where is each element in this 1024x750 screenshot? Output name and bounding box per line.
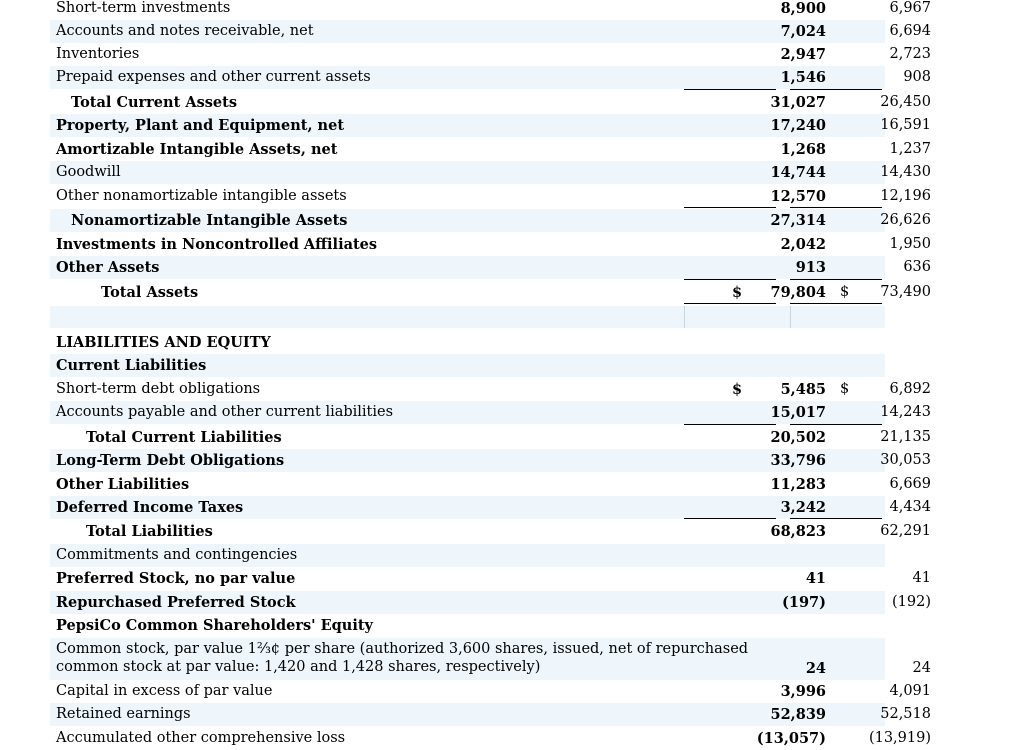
current-year-value: 1,546 — [780, 69, 826, 86]
current-year-value: 12,570 — [770, 188, 826, 205]
row-label: Other Assets — [56, 259, 160, 276]
row-label: Amortizable Intangible Assets, net — [56, 141, 338, 158]
prior-year-value: 1,950 — [889, 236, 931, 252]
prior-year-value: 24 — [912, 660, 931, 676]
current-year-value: 17,240 — [770, 117, 826, 134]
prior-year-value: 52,518 — [880, 706, 931, 722]
row-label: Deferred Income Taxes — [56, 499, 244, 516]
current-year-value: 14,744 — [770, 164, 826, 181]
prior-year-value: 14,243 — [880, 404, 931, 420]
current-year-value: 2,042 — [780, 236, 826, 253]
row-label: Goodwill — [56, 164, 121, 180]
subtotal-rule — [790, 518, 882, 519]
row-label: Nonamortizable Intangible Assets — [71, 212, 348, 229]
prior-year-value: 6,694 — [889, 23, 931, 39]
currency-symbol: $ — [732, 381, 743, 398]
spacer-band — [50, 306, 885, 328]
row-label: Short-term debt obligations — [56, 381, 261, 397]
row-label: Accounts payable and other current liabilities — [56, 404, 394, 420]
subtotal-rule — [684, 424, 776, 425]
row-label: Prepaid expenses and other current assets — [56, 69, 371, 85]
prior-year-value: 6,669 — [889, 476, 931, 492]
table-row — [50, 544, 885, 567]
prior-year-value: 2,723 — [889, 46, 931, 62]
prior-year-value: 4,091 — [889, 683, 931, 699]
subtotal-rule — [684, 207, 776, 208]
current-year-value: 3,996 — [780, 683, 826, 700]
row-label: Commitments and contingencies — [56, 547, 298, 563]
row-label: Total Current Assets — [71, 94, 237, 111]
table-row — [50, 680, 931, 703]
table-row — [50, 727, 931, 750]
prior-year-value: 41 — [912, 570, 931, 586]
prior-year-value: 1,237 — [889, 141, 931, 157]
current-year-value: 31,027 — [770, 94, 826, 111]
table-row — [50, 138, 931, 161]
table-row — [50, 378, 931, 401]
prior-year-value: 26,626 — [880, 212, 931, 228]
current-year-value: 15,017 — [770, 404, 826, 421]
table-row — [50, 354, 885, 377]
row-label: Investments in Noncontrolled Affiliates — [56, 236, 378, 253]
subtotal-rule — [790, 279, 882, 280]
row-label: Preferred Stock, no par value — [56, 570, 296, 587]
subtotal-rule — [790, 424, 882, 425]
row-label: Total Current Liabilities — [86, 429, 282, 446]
table-row — [50, 161, 931, 184]
prior-year-value: 6,967 — [889, 0, 931, 16]
current-year-value: 24 — [805, 660, 826, 677]
current-year-value: 33,796 — [770, 452, 826, 469]
table-row — [50, 401, 931, 424]
table-row — [50, 281, 931, 304]
table-row — [50, 185, 931, 208]
prior-year-value: (13,919) — [868, 730, 931, 746]
current-year-value: 8,900 — [780, 0, 826, 17]
current-year-value: 52,839 — [770, 706, 826, 723]
current-year-value: 7,024 — [780, 23, 826, 40]
current-year-value: 11,283 — [770, 476, 826, 493]
table-row — [50, 449, 931, 472]
subtotal-rule — [684, 89, 776, 90]
row-label: PepsiCo Common Shareholders' Equity — [56, 617, 373, 634]
row-label: Accumulated other comprehensive loss — [56, 730, 346, 746]
prior-year-value: 30,053 — [880, 452, 931, 468]
table-row — [50, 473, 931, 496]
current-year-value: 27,314 — [770, 212, 826, 229]
table-row — [50, 614, 885, 637]
section-heading: LIABILITIES AND EQUITY — [56, 334, 271, 351]
current-year-value: 5,485 — [780, 381, 826, 398]
table-row — [50, 233, 931, 256]
prior-year-value: 6,892 — [889, 381, 931, 397]
current-year-value: (13,057) — [756, 730, 826, 747]
table-row — [50, 256, 931, 279]
table-row — [50, 496, 931, 519]
table-row — [50, 91, 931, 114]
table-row — [50, 20, 931, 43]
current-year-value: 913 — [795, 259, 826, 276]
subtotal-rule — [790, 89, 882, 90]
current-year-value: 20,502 — [770, 429, 826, 446]
prior-year-value: 16,591 — [880, 117, 931, 133]
subtotal-rule — [684, 518, 776, 519]
table-row — [50, 0, 931, 20]
row-label: Short-term investments — [56, 0, 231, 16]
currency-symbol: $ — [840, 381, 850, 397]
table-row — [50, 66, 931, 89]
subtotal-rule — [790, 207, 882, 208]
row-label: Total Assets — [101, 284, 199, 301]
row-label: Total Liabilities — [86, 523, 213, 540]
table-row — [50, 114, 931, 137]
row-label: Capital in excess of par value — [56, 683, 273, 699]
subtotal-rule — [684, 279, 776, 280]
prior-year-value: 908 — [903, 69, 931, 85]
prior-year-value: 21,135 — [880, 429, 931, 445]
row-label: Long-Term Debt Obligations — [56, 452, 285, 469]
row-label: Other nonamortizable intangible assets — [56, 188, 347, 204]
current-year-value: 68,823 — [770, 523, 826, 540]
table-row — [50, 567, 931, 590]
prior-year-value: 4,434 — [889, 499, 931, 515]
row-label: Inventories — [56, 46, 140, 62]
row-label: Retained earnings — [56, 706, 191, 722]
current-year-value: 3,242 — [780, 499, 826, 516]
prior-year-value: 636 — [903, 259, 931, 275]
table-row — [50, 591, 931, 614]
current-year-value: 79,804 — [770, 284, 826, 301]
column-divider — [684, 306, 685, 328]
prior-year-value: 73,490 — [880, 284, 931, 300]
current-year-value: (197) — [782, 594, 826, 611]
table-row — [50, 43, 931, 66]
section-heading-row — [50, 331, 885, 354]
table-row — [50, 638, 931, 680]
row-label: Current Liabilities — [56, 357, 207, 374]
row-label: Property, Plant and Equipment, net — [56, 117, 345, 134]
row-label: Repurchased Preferred Stock — [56, 594, 296, 611]
prior-year-value: 12,196 — [880, 188, 931, 204]
current-year-value: 41 — [805, 570, 826, 587]
row-label: Common stock, par value 1⅔¢ per share (authorized 3,600 shares, issued, net of repurchased — [56, 641, 749, 657]
prior-year-value: (192) — [892, 594, 931, 610]
prior-year-value: 26,450 — [880, 94, 931, 110]
table-row — [50, 520, 931, 543]
currency-symbol: $ — [840, 284, 850, 300]
currency-symbol: $ — [732, 284, 743, 301]
prior-year-value: 62,291 — [880, 523, 931, 539]
row-label: Other Liabilities — [56, 476, 190, 493]
table-row — [50, 426, 931, 449]
row-label-continued: common stock at par value: 1,420 and 1,428 shares, respectively) — [56, 659, 541, 675]
prior-year-value: 14,430 — [880, 164, 931, 180]
table-row — [50, 703, 931, 726]
current-year-value: 1,268 — [780, 141, 826, 158]
column-divider — [790, 306, 791, 328]
row-label: Accounts and notes receivable, net — [56, 23, 314, 39]
current-year-value: 2,947 — [780, 46, 826, 63]
table-row — [50, 209, 931, 232]
